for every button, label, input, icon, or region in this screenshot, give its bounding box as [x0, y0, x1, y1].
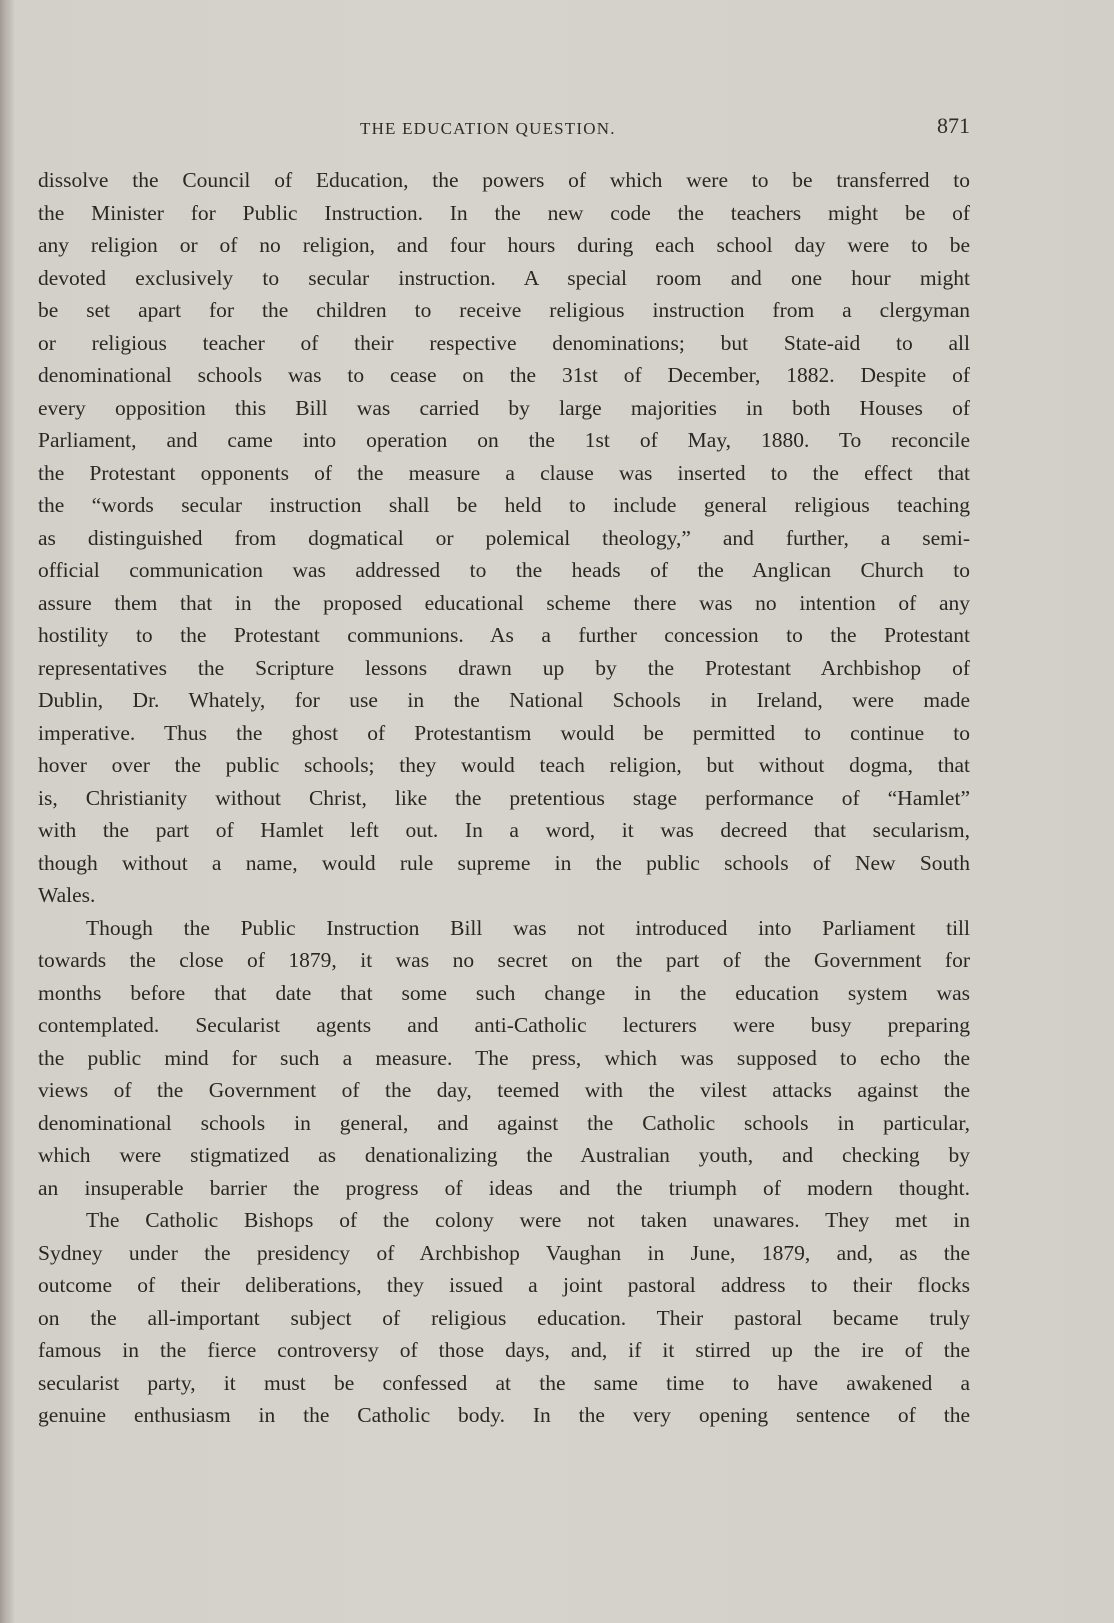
text-line: secularist party, it must be confessed at the same time to have awakened a [38, 1370, 970, 1395]
text-line: hover over the public schools; they would teach religion, but without dogma, that [38, 753, 970, 777]
text-line: contemplated. Secularist agents and anti-Catholic lecturers were busy preparing [38, 1013, 970, 1037]
running-head [0, 113, 1114, 143]
text-line: Sydney under the presidency of Archbishop Vaughan in June, 1879, and, as the [38, 1240, 970, 1265]
text-line: the Minister for Public Instruction. In the new code the teachers might be of [38, 200, 970, 225]
text-line: any religion or of no religion, and four hours during each school day were to be [38, 233, 970, 257]
text-line: Parliament, and came into operation on the 1st of May, 1880. To reconcile [38, 428, 970, 452]
body-text [38, 164, 970, 1432]
text-line: is, Christianity without Christ, like the pretentious stage performance of “Hamlet” [38, 785, 970, 810]
text-line: as distinguished from dogmatical or polemical theology,” and further, a semi- [38, 525, 970, 550]
page-edge [0, 0, 14, 1623]
text-line: every opposition this Bill was carried by large majorities in both Houses of [38, 395, 970, 420]
text-line: Though the Public Instruction Bill was not introduced into Parliament till [86, 915, 970, 940]
text-line: the Protestant opponents of the measure a clause was inserted to the effect that [38, 460, 970, 485]
text-line: Dublin, Dr. Whately, for use in the National Schools in Ireland, were made [38, 688, 970, 712]
text-line: towards the close of 1879, it was no secret on the part of the Government for [38, 948, 970, 972]
text-line: representatives the Scripture lessons drawn up by the Protestant Archbishop of [38, 655, 970, 680]
text-line: imperative. Thus the ghost of Protestantism would be permitted to continue to [38, 720, 970, 745]
page-number: 871 [937, 113, 970, 138]
text-line: denominational schools was to cease on the 31st of December, 1882. Despite of [38, 363, 970, 387]
running-title: THE EDUCATION QUESTION. [360, 119, 616, 138]
text-line: views of the Government of the day, teemed with the vilest attacks against the [38, 1078, 970, 1102]
text-line: or religious teacher of their respective denominations; but State-aid to all [38, 330, 970, 355]
text-line: with the part of Hamlet left out. In a word, it was decreed that secularism, [38, 818, 970, 842]
text-line: though without a name, would rule supreme in the public schools of New South [38, 850, 970, 875]
text-line: dissolve the Council of Education, the powers of which were to be transferred to [38, 168, 970, 192]
text-line: devoted exclusively to secular instruction. A special room and one hour might [38, 265, 970, 290]
text-line: the “words secular instruction shall be held to include general religious teaching [38, 493, 970, 517]
text-line: The Catholic Bishops of the colony were not taken unawares. They met in [86, 1208, 970, 1232]
text-line: assure them that in the proposed educational scheme there was no intention of any [38, 590, 970, 615]
text-line: the public mind for such a measure. The press, which was supposed to echo the [38, 1045, 970, 1070]
text-line: famous in the fierce controversy of those days, and, if it stirred up the ire of the [38, 1338, 970, 1362]
text-line: be set apart for the children to receive religious instruction from a clergyman [38, 298, 970, 322]
text-line: genuine enthusiasm in the Catholic body. In the very opening sentence of the [38, 1403, 970, 1427]
text-line: official communication was addressed to the heads of the Anglican Church to [38, 558, 970, 582]
text-line: months before that date that some such change in the education system was [38, 980, 970, 1005]
text-line: which were stigmatized as denationalizing the Australian youth, and checking by [38, 1143, 970, 1167]
text-line: an insuperable barrier the progress of ideas and the triumph of modern thought. [38, 1175, 970, 1200]
text-line: outcome of their deliberations, they issued a joint pastoral address to their flocks [38, 1273, 970, 1297]
text-line: denominational schools in general, and against the Catholic schools in particular, [38, 1110, 970, 1135]
text-line: hostility to the Protestant communions. As a further concession to the Protestant [38, 623, 970, 647]
text-line: on the all-important subject of religious education. Their pastoral became truly [38, 1305, 970, 1330]
text-line: Wales. [38, 883, 96, 907]
